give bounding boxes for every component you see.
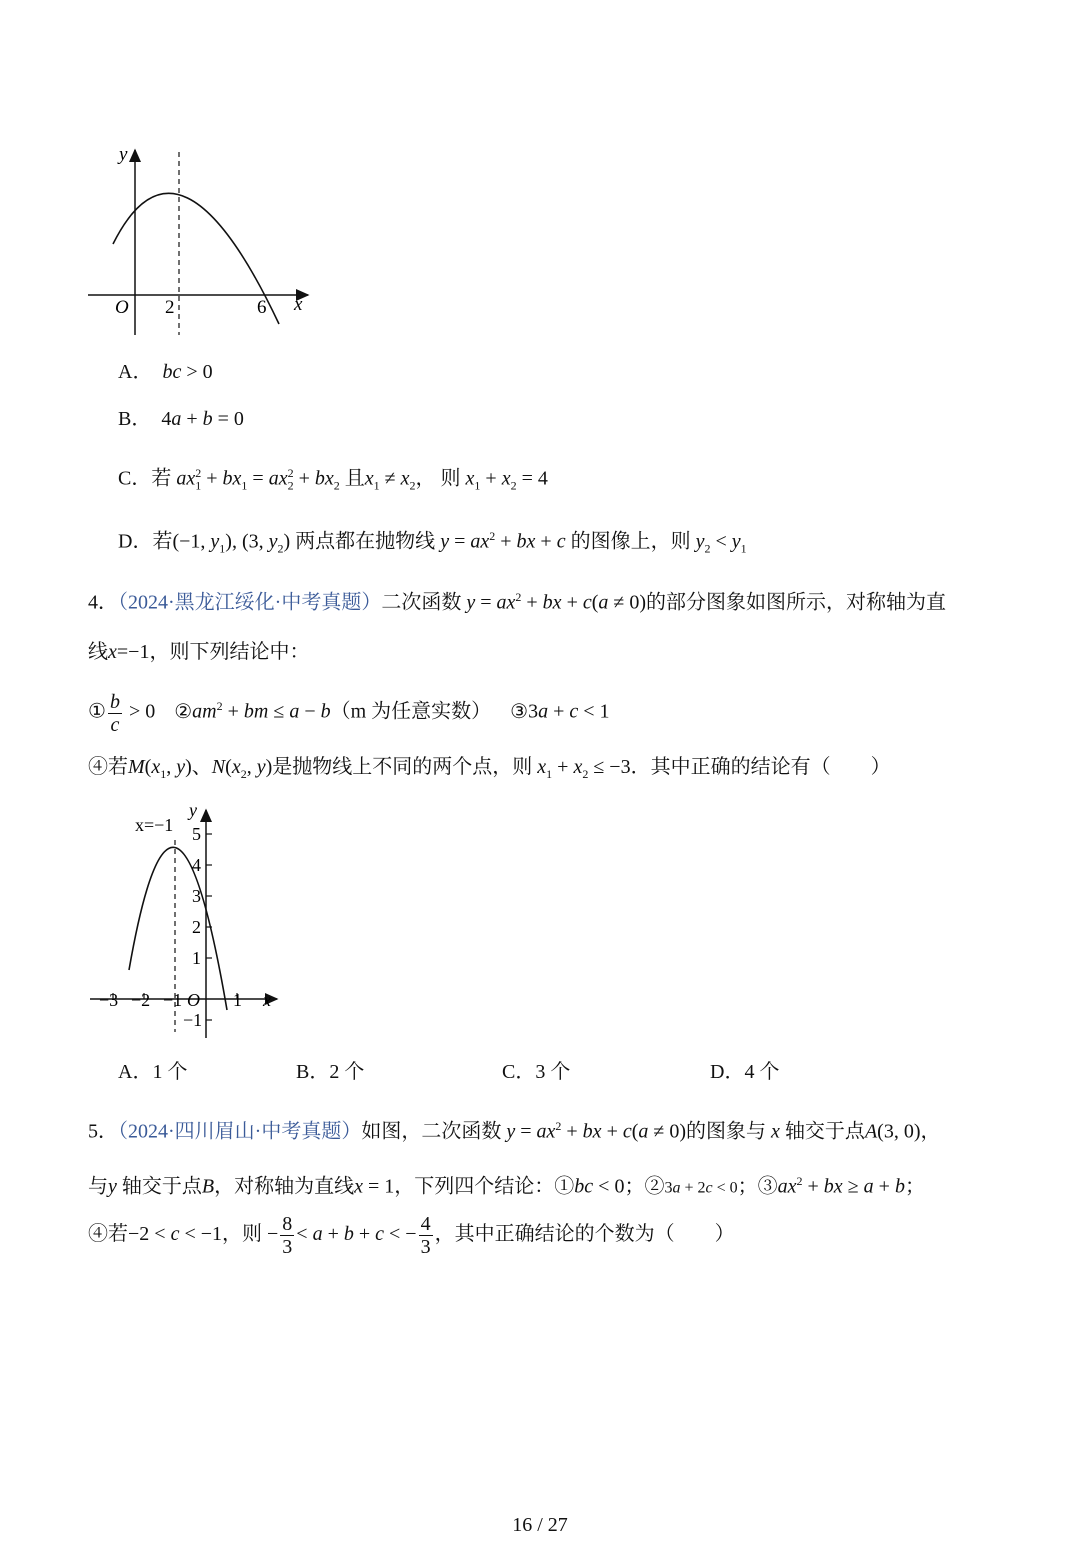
y-tick-5: 5	[192, 824, 201, 844]
q5-line-1: 5．（2024·四川眉山·中考真题）如图，二次函数 $y = ax^2$ + bx + c(a ≠ 0)的图象与 x 轴交于点A(3, 0)，	[88, 1119, 941, 1143]
x-axis-label: x	[294, 294, 303, 315]
origin-label: O	[187, 990, 200, 1010]
question-source: （2024·四川眉山·中考真题）	[118, 1120, 362, 1143]
page-number: 16 / 27	[512, 1514, 568, 1536]
x-tick-neg3: −3	[99, 990, 119, 1010]
tick-2: 2	[165, 297, 175, 318]
q4-option-d: D．4 个	[710, 1061, 780, 1083]
x-tick-neg2: −2	[131, 990, 151, 1010]
origin-label: O	[115, 297, 129, 318]
q4-statements-1-3: ① $\frac{b}{c}$ > 0 $②am^2$ + bm ≤ a − b（m 为任意实数） ③3a + c < 1	[88, 690, 610, 736]
tick-6: 6	[257, 297, 267, 318]
y-tick-3: 3	[192, 886, 201, 906]
parabola-curve	[129, 847, 227, 1010]
question-source: （2024·黑龙江绥化·中考真题）	[118, 591, 382, 614]
y-tick-1: 1	[192, 948, 201, 968]
option-b: B． 4a + b = 0	[118, 408, 244, 430]
y-tick-neg1: −1	[183, 1010, 203, 1030]
y-tick-2: 2	[192, 917, 201, 937]
question-number: 4．	[88, 591, 118, 614]
q4-option-c: C．3 个	[502, 1061, 571, 1083]
x-tick-neg1: −1	[163, 990, 183, 1010]
parabola-graph-1	[80, 140, 320, 340]
y-tick-4: 4	[192, 855, 201, 875]
q4-option-b: B．2 个	[296, 1061, 365, 1083]
parabola-graph-2	[85, 800, 285, 1045]
option-c: C．若 $ax_1^2 + bx_1 = ax_2^2 + bx_2$ 且$x_1 \ne x_2$， 则 $x_1 + x_2 = 4$	[118, 466, 548, 493]
q4-option-a: A．1 个	[118, 1061, 188, 1083]
y-axis-label: y	[189, 800, 197, 820]
q5-line-2: 与y 轴交于点B，对称轴为直线x = 1，下列四个结论：①bc < 0；②3a + 2c < 0；$③ax^2$ + bx ≥ a + b；	[88, 1174, 925, 1198]
q4-line-1: 4．（2024·黑龙江绥化·中考真题）二次函数 $y = ax^2$ + bx + c(a ≠ 0)的部分图象如图所示，对称轴为直	[88, 590, 947, 614]
y-axis-label: y	[119, 144, 128, 165]
x-tick-1: 1	[233, 990, 242, 1010]
option-d: D．若(−1, $y_1$), (3, $y_2$) 两点都在抛物线 $y = ax^2$ + bx + c 的图像上，则 $y_2 < y_1$	[118, 529, 747, 556]
parabola-curve	[113, 193, 279, 324]
symmetry-axis-label: x=−1	[135, 815, 174, 835]
question-number: 5．	[88, 1120, 118, 1143]
option-a: A． bc > 0	[118, 361, 213, 383]
q4-line-2: 线x=−1，则下列结论中：	[88, 641, 310, 663]
x-axis-label: x	[263, 990, 271, 1010]
q5-line-3: ④若−2 < c < −1，则 − $\frac{8}{3}$ < a + b + c < − $\frac{4}{3}$ ，其中正确结论的个数为（ ）	[88, 1212, 735, 1258]
q4-statement-4: ④若$M(x_1$, y)、$N(x_2$, y)是抛物线上不同的两个点，则 $x_1 + x_2 \le -3$．其中正确的结论有（ ）	[88, 756, 891, 781]
